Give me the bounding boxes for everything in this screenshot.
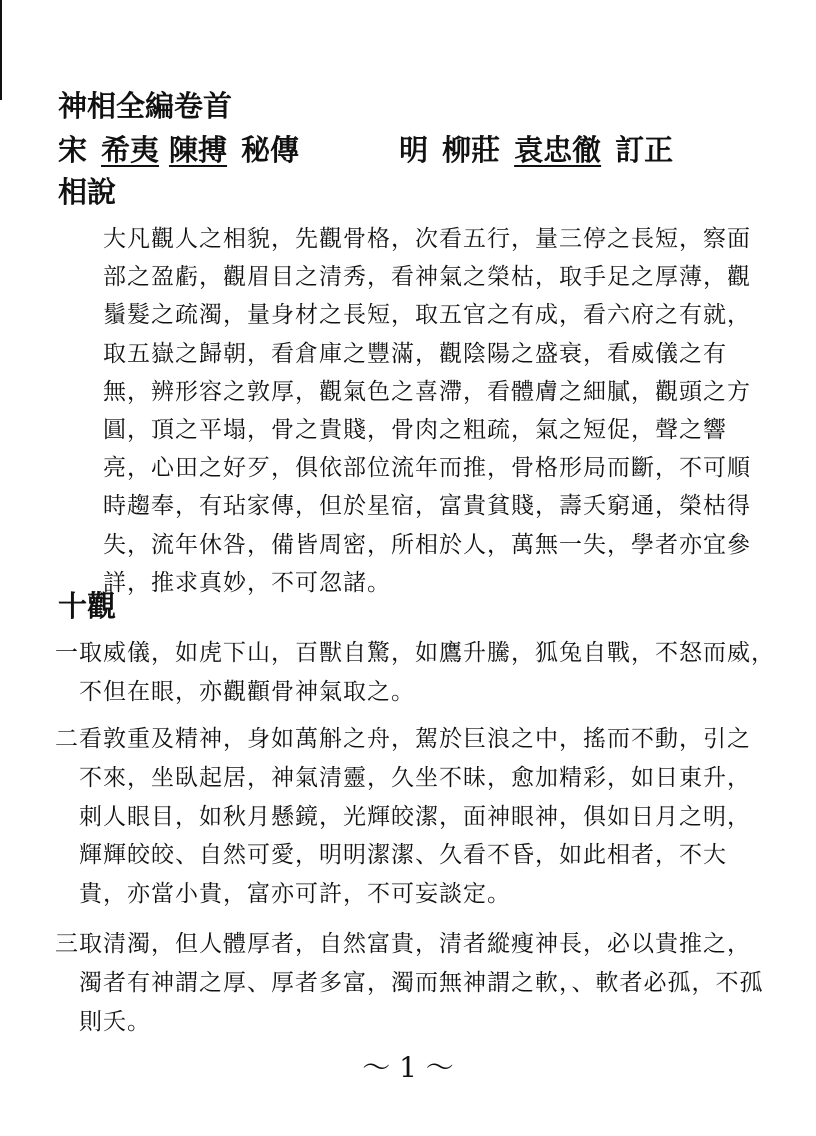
section-title-shiguan: 十觀 xyxy=(58,589,117,623)
list-item-continuation: 不來，坐臥起居，神氣清靈，久坐不昧，愈加精彩，如日東升，刺人眼目，如秋月懸鏡，光輝皎潔，面神眼神，俱如日月之明，輝輝皎皎、自然可愛，明明潔潔、久看不昏，如此相者，不大貴，亦當小貴，富亦可許，不可妄談定。 xyxy=(79,764,751,908)
list-item xyxy=(55,720,771,914)
dynasty-song: 宋 xyxy=(58,133,88,167)
list-item xyxy=(55,634,775,712)
section-body-xiangshuo xyxy=(55,220,771,602)
author-line xyxy=(58,130,673,170)
dynasty-ming: 明 xyxy=(399,133,429,167)
body-paragraph: 大凡觀人之相貌，先觀骨格，次看五行，量三停之長短，察面部之盈虧，觀眉目之清秀，看神氣之榮枯，取手足之厚薄，觀鬚髮之疏濁，量身材之長短，取五官之有成，看六府之有就，取五嶽之歸朝，看倉庫之豐滿，觀陰陽之盛衰，看威儀之有無，辨形容之敦厚，觀氣色之喜滯，看體膚之細膩，觀頭之方圓，頂之平塌，骨之貴賤，骨肉之粗疏，氣之短促，聲之響亮，心田之好歹，俱依部位流年而推，骨格形局而斷，不可順時趨奉，有玷家傳，但於星宿，富貴貧賤，壽夭窮通，榮枯得失，流年休咎，備皆周密，所相於人，萬無一失，學者亦宜參詳，推求真妙，不可忽諸。 xyxy=(103,226,751,596)
author-yuanzhongche: 袁忠徹 xyxy=(514,133,602,167)
role-secret-transmission: 秘傳 xyxy=(241,133,300,167)
list-item-first-line: 三取清濁，但人體厚者，自然富貴，清者縱瘦神長，必以貴推之， xyxy=(55,931,751,957)
role-revision: 訂正 xyxy=(615,133,674,167)
section-title-xiangshuo: 相說 xyxy=(58,175,117,209)
scan-edge-mark xyxy=(0,0,2,100)
page-number: ～ 1 ～ xyxy=(362,1051,454,1084)
author-xiyi: 希夷 xyxy=(101,133,160,167)
name-liuzhuang: 柳莊 xyxy=(442,133,501,167)
list-item xyxy=(55,925,771,1041)
list-item-first-line: 二看敦重及精神，身如萬斛之舟，駕於巨浪之中，搖而不動，引之 xyxy=(55,726,751,752)
list-item-first-line: 一取威儀，如虎下山，百獸自驚，如鷹升騰，狐兔自戰，不怒而威， xyxy=(55,640,775,666)
list-item-continuation: 不但在眼，亦觀顴骨神氣取之。 xyxy=(79,678,415,705)
list-item-continuation: 濁者有神謂之厚、厚者多富，濁而無神謂之軟，、軟者必孤，不孤則夭。 xyxy=(79,969,764,1035)
book-title: 神相全編卷首 xyxy=(58,89,233,123)
author-chenbo: 陳搏 xyxy=(169,133,228,167)
